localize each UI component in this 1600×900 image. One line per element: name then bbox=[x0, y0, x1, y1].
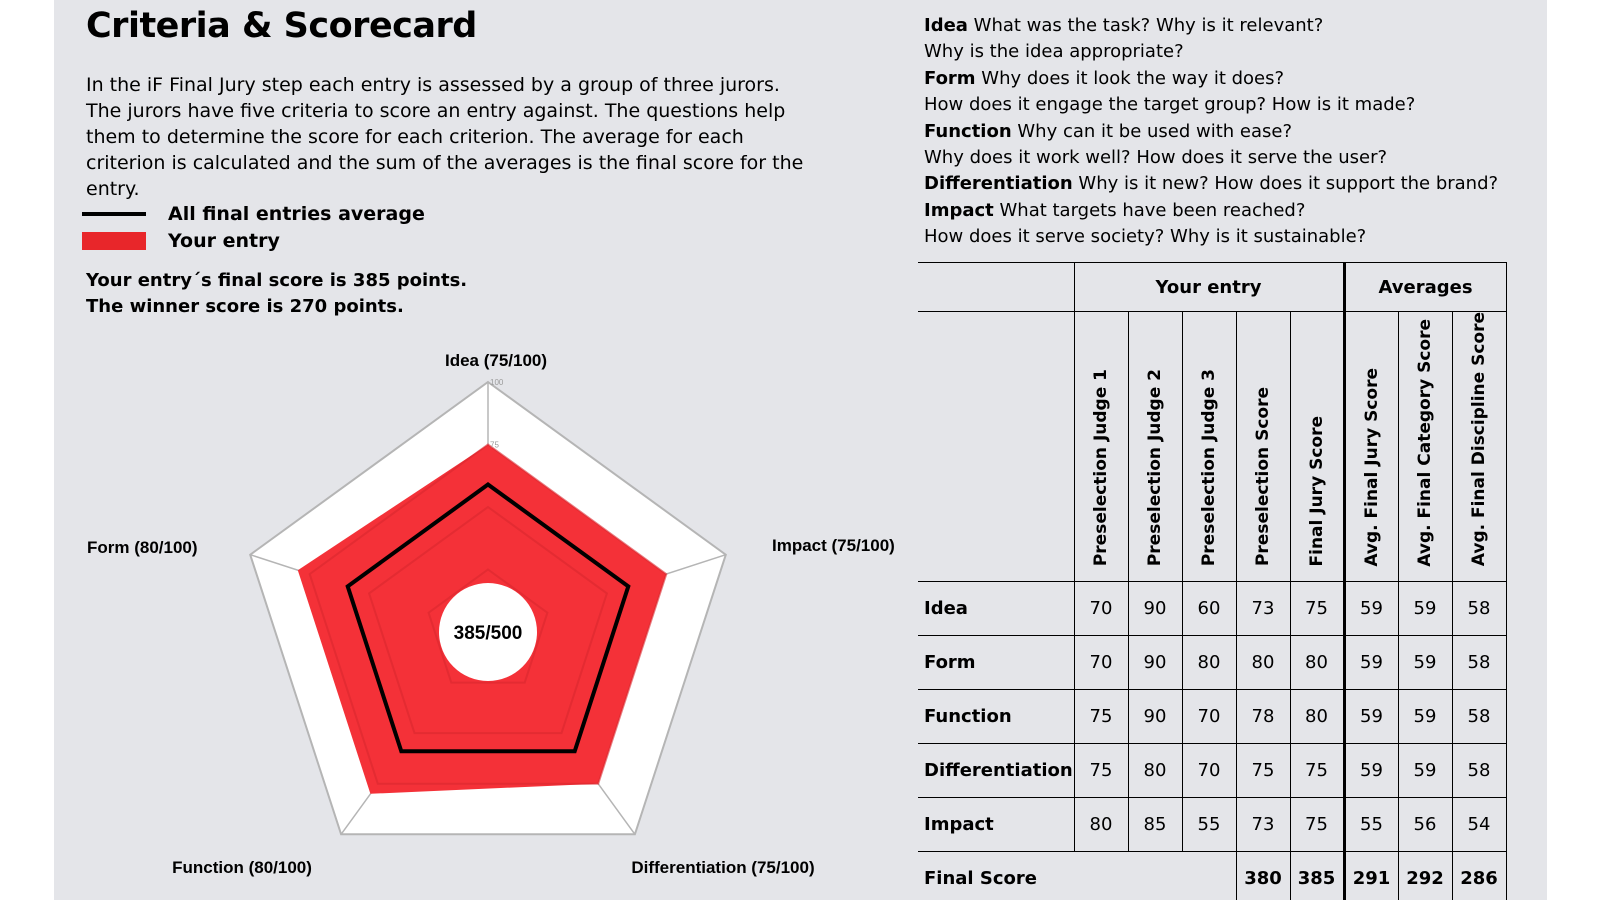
table-cell: 75 bbox=[1290, 798, 1344, 852]
column-header-label: Final Jury Score bbox=[1306, 415, 1327, 567]
column-header bbox=[1128, 312, 1182, 582]
question-text: Why is the idea appropriate? bbox=[924, 41, 1184, 63]
table-cell: 58 bbox=[1452, 744, 1506, 798]
question-line bbox=[924, 198, 1564, 224]
table-cell: 58 bbox=[1452, 690, 1506, 744]
column-header-label: Preselection Judge 3 bbox=[1199, 369, 1219, 567]
column-header-label: Avg. Final Discipline Score bbox=[1469, 312, 1489, 567]
table-cell: 90 bbox=[1128, 636, 1182, 690]
column-header bbox=[1236, 312, 1290, 582]
table-cell: 58 bbox=[1452, 582, 1506, 636]
question-line bbox=[924, 171, 1564, 197]
table-cell: 70 bbox=[1182, 690, 1236, 744]
table-cell: 59 bbox=[1398, 690, 1452, 744]
question-criterion: Differentiation bbox=[924, 173, 1073, 195]
question-text: How does it serve society? Why is it sustainable? bbox=[924, 226, 1367, 248]
table-cell: 55 bbox=[1344, 798, 1398, 852]
column-header bbox=[1182, 312, 1236, 582]
column-header bbox=[1344, 312, 1398, 582]
table-cell: 75 bbox=[1236, 744, 1290, 798]
table-cell: 59 bbox=[1398, 582, 1452, 636]
question-text: Why does it work well? How does it serve the user? bbox=[924, 147, 1388, 169]
column-header bbox=[1452, 312, 1506, 582]
table-cell: 73 bbox=[1236, 582, 1290, 636]
row-label: Differentiation bbox=[918, 744, 1074, 798]
table-cell: 59 bbox=[1398, 744, 1452, 798]
column-header-label: Avg. Final Category Score bbox=[1415, 318, 1435, 567]
group-header-entry: Your entry bbox=[1074, 263, 1344, 312]
table-cell: 85 bbox=[1128, 798, 1182, 852]
column-header-label: Preselection Judge 1 bbox=[1091, 369, 1111, 567]
criteria-questions bbox=[924, 13, 1564, 251]
table-cell: 90 bbox=[1128, 690, 1182, 744]
table-cell: 54 bbox=[1452, 798, 1506, 852]
final-score-cell: 286 bbox=[1452, 852, 1506, 900]
question-line bbox=[924, 92, 1564, 118]
table-cell: 80 bbox=[1236, 636, 1290, 690]
final-score-cell: 380 bbox=[1236, 852, 1290, 900]
table-cell: 75 bbox=[1290, 582, 1344, 636]
group-header-averages: Averages bbox=[1344, 263, 1506, 312]
axis-label: Impact (75/100) bbox=[772, 536, 895, 555]
question-line bbox=[924, 13, 1564, 39]
table-row bbox=[918, 798, 1506, 852]
row-label: Idea bbox=[918, 582, 1074, 636]
intro-text: In the iF Final Jury step each entry is assessed by a group of three jurors. The jurors have five criteria to score an entry against. The questions help them to determine the score for each criterion. The average for each criterion is calculated and the sum of the averages is the final score for the entry. bbox=[86, 74, 804, 200]
question-line bbox=[924, 66, 1564, 92]
column-header bbox=[1290, 312, 1344, 582]
table-cell: 60 bbox=[1182, 582, 1236, 636]
question-line bbox=[924, 224, 1564, 250]
table-cell: 58 bbox=[1452, 636, 1506, 690]
question-criterion: Form bbox=[924, 67, 976, 89]
page-title: Criteria & Scorecard bbox=[86, 6, 477, 46]
winner-score-text: The winner score is 270 points. bbox=[86, 296, 404, 317]
final-score-cell: 291 bbox=[1344, 852, 1398, 900]
axis-label: Function (80/100) bbox=[172, 858, 312, 877]
table-row bbox=[918, 690, 1506, 744]
table-cell: 59 bbox=[1344, 690, 1398, 744]
table-cell: 55 bbox=[1182, 798, 1236, 852]
question-text: Why does it look the way it does? bbox=[975, 67, 1285, 89]
table-row bbox=[918, 582, 1506, 636]
table-cell: 56 bbox=[1398, 798, 1452, 852]
question-text: What targets have been reached? bbox=[993, 199, 1306, 221]
table-cell: 80 bbox=[1290, 690, 1344, 744]
center-score-label: 385/500 bbox=[453, 623, 523, 644]
score-table bbox=[918, 262, 1507, 900]
column-header-label: Avg. Final Jury Score bbox=[1361, 367, 1382, 567]
question-line bbox=[924, 39, 1564, 65]
final-score-row bbox=[918, 852, 1506, 900]
table-row bbox=[918, 744, 1506, 798]
column-header bbox=[1074, 312, 1128, 582]
table-cell: 80 bbox=[1128, 744, 1182, 798]
final-score-label: Final Score bbox=[918, 852, 1236, 900]
question-text: Why is it new? How does it support the brand? bbox=[1072, 173, 1499, 195]
table-cell: 78 bbox=[1236, 690, 1290, 744]
table-cell: 75 bbox=[1074, 744, 1128, 798]
column-header-label: Preselection Judge 2 bbox=[1145, 369, 1165, 567]
table-cell: 59 bbox=[1344, 636, 1398, 690]
axis-label: Form (80/100) bbox=[87, 538, 198, 557]
column-header-label: Preselection Score bbox=[1253, 387, 1273, 567]
table-cell: 70 bbox=[1182, 744, 1236, 798]
table-cell: 59 bbox=[1398, 636, 1452, 690]
question-criterion: Function bbox=[924, 120, 1012, 142]
axis-label: Differentiation (75/100) bbox=[631, 858, 815, 877]
table-corner-lower bbox=[918, 312, 1074, 582]
column-header bbox=[1398, 312, 1452, 582]
final-score-cell: 292 bbox=[1398, 852, 1452, 900]
table-corner bbox=[918, 263, 1074, 312]
legend-entry-label: Your entry bbox=[168, 230, 280, 252]
table-cell: 70 bbox=[1074, 636, 1128, 690]
ring-tick-label: 100 bbox=[490, 378, 504, 387]
table-cell: 75 bbox=[1290, 744, 1344, 798]
table-cell: 70 bbox=[1074, 582, 1128, 636]
table-cell: 73 bbox=[1236, 798, 1290, 852]
table-cell: 80 bbox=[1290, 636, 1344, 690]
question-criterion: Idea bbox=[924, 15, 968, 36]
question-line bbox=[924, 145, 1564, 171]
question-text: How does it engage the target group? How is it made? bbox=[924, 94, 1416, 116]
row-label: Impact bbox=[918, 798, 1074, 852]
axis-label: Idea (75/100) bbox=[444, 351, 548, 370]
table-cell: 90 bbox=[1128, 582, 1182, 636]
table-cell: 75 bbox=[1074, 690, 1128, 744]
row-label: Function bbox=[918, 690, 1074, 744]
final-score-text: Your entry´s final score is 385 points. bbox=[86, 270, 468, 291]
table-cell: 59 bbox=[1344, 744, 1398, 798]
ring-tick-label: 75 bbox=[490, 440, 499, 450]
question-line bbox=[924, 119, 1564, 145]
legend-average-label: All final entries average bbox=[168, 203, 425, 225]
table-cell: 80 bbox=[1074, 798, 1128, 852]
question-criterion: Impact bbox=[924, 199, 994, 221]
final-score-cell: 385 bbox=[1290, 852, 1344, 900]
table-cell: 80 bbox=[1182, 636, 1236, 690]
table-row bbox=[918, 636, 1506, 690]
question-text: Why can it be used with ease? bbox=[1011, 120, 1293, 142]
question-text: What was the task? Why is it relevant? bbox=[967, 15, 1324, 36]
table-cell: 59 bbox=[1344, 582, 1398, 636]
row-label: Form bbox=[918, 636, 1074, 690]
